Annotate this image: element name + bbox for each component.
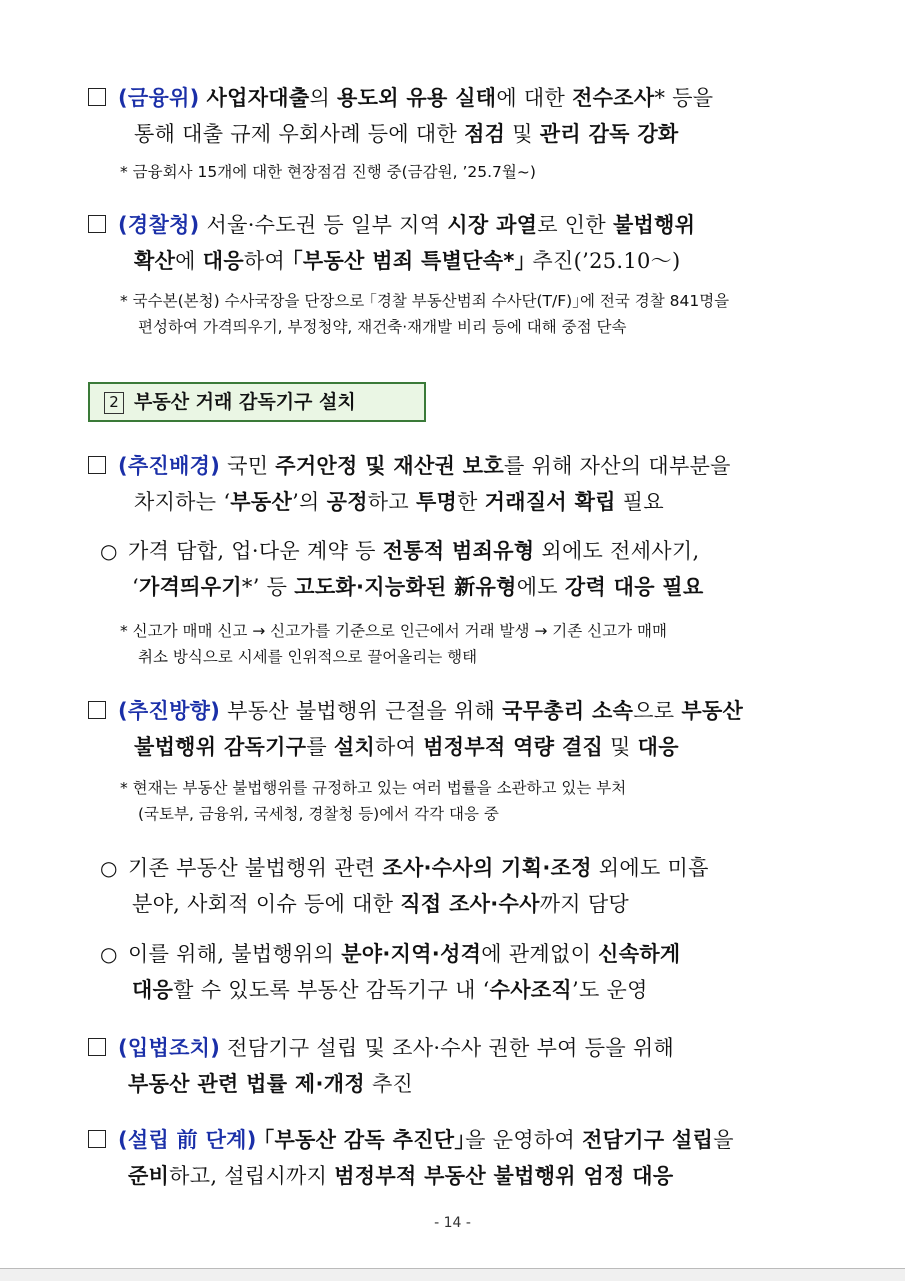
text-run-group [132, 892, 629, 916]
bold-text-run: 거래질서 확립 [484, 490, 616, 514]
text-run [200, 86, 207, 110]
text-run-group [200, 86, 714, 110]
circle-bullet-icon: ○ [100, 942, 118, 966]
text-run: 까지 담당 [539, 892, 630, 916]
text-run-group [200, 213, 696, 237]
text-run: 하여 [243, 249, 293, 273]
text-run: ’도 운영 [571, 978, 648, 1002]
paragraph-tag: (추진배경) [118, 454, 221, 478]
bold-text-run: 전통적 범죄유형 [382, 539, 535, 563]
checkbox-square-icon [88, 1038, 106, 1056]
bold-text-run: 불법행위 [612, 213, 696, 237]
bold-text-run: ｢부동산 범죄 특별단속*｣ [292, 249, 526, 273]
footnote-price-inflation [120, 618, 830, 670]
text-run-group [134, 122, 679, 146]
bold-text-run: 대응 [637, 735, 679, 759]
section-header [88, 382, 426, 422]
bullet-price-collusion [100, 533, 840, 605]
paragraph-fsc [88, 80, 828, 152]
paragraph-line [88, 729, 828, 765]
section-number: 2 [104, 392, 124, 414]
text-run-group [257, 1128, 734, 1152]
text-run: 가격 담합, 업·다운 계약 등 [128, 539, 383, 563]
bold-text-run: 용도외 유용 실태 [337, 86, 497, 110]
text-run-group [128, 1072, 413, 1096]
text-run: 필요 [615, 490, 664, 514]
bold-text-run: 부동산 관련 법률 제·개정 [128, 1072, 365, 1096]
paragraph-pre-establishment [88, 1122, 828, 1194]
paragraph-background [88, 448, 828, 520]
paragraph-tag: (입법조치) [118, 1036, 221, 1060]
circle-bullet-icon: ○ [100, 856, 118, 880]
bold-text-run: 신속하게 [598, 942, 681, 966]
text-run: 에 [175, 249, 203, 273]
bold-text-run: 관리 감독 강화 [539, 122, 679, 146]
section-title: 부동산 거래 감독기구 설치 [134, 391, 356, 413]
paragraph-legislation [88, 1030, 828, 1102]
bold-text-run: 가격띄우기 [138, 575, 242, 599]
bold-text-run: 확산 [134, 249, 176, 273]
bottom-divider [0, 1268, 905, 1281]
footnote-current-status [120, 775, 830, 827]
bold-text-run: 대응 [202, 249, 244, 273]
paragraph-line [88, 484, 828, 520]
bold-text-run: 분야·지역·성격 [341, 942, 482, 966]
paragraph-line [88, 448, 828, 484]
circle-bullet-icon: ○ [100, 539, 118, 563]
text-run-group [128, 856, 709, 880]
text-run-group [128, 539, 699, 563]
text-run: 추진(’25.10～) [525, 249, 681, 273]
text-run: 서울·수도권 등 일부 지역 [199, 213, 448, 237]
text-run: 에 대한 [496, 86, 573, 110]
footnote-line: * 금융회사 15개에 대한 현장점검 진행 중(금감원, ’25.7월~) [120, 163, 536, 181]
paragraph-tag: (경찰청) [118, 213, 200, 237]
bold-text-run: 준비 [128, 1164, 170, 1188]
footnote-line: 편성하여 가격띄우기, 부정청약, 재건축·재개발 비리 등에 대해 중점 단속 [138, 318, 627, 336]
paragraph-line [100, 936, 840, 972]
checkbox-square-icon [88, 1130, 106, 1148]
bold-text-run: 전수조사 [572, 86, 655, 110]
bold-text-run: 부동산 [230, 490, 293, 514]
text-run-group [134, 735, 679, 759]
footnote-line: * 현재는 부동산 불법행위를 규정하고 있는 여러 법률을 소관하고 있는 부처 [120, 779, 627, 797]
text-run-group [128, 942, 681, 966]
bold-text-run: 강력 대응 필요 [564, 575, 704, 599]
paragraph-line [88, 1066, 828, 1102]
checkbox-square-icon [88, 215, 106, 233]
bullet-investigation-unit [100, 936, 840, 1008]
bold-text-run: 사업자대출 [206, 86, 310, 110]
paragraph-tag: (금융위) [118, 86, 200, 110]
bold-text-run: 범정부적 부동산 불법행위 엄정 대응 [334, 1164, 674, 1188]
text-run: 부동산 불법행위 근절을 위해 [220, 699, 503, 723]
text-run: 한 [457, 490, 485, 514]
footnote-line: (국토부, 금융위, 국세청, 경찰청 등)에서 각각 대응 중 [138, 805, 499, 823]
paragraph-line [88, 1122, 828, 1158]
bold-text-run: 수사조직 [489, 978, 572, 1002]
paragraph-line [88, 207, 828, 243]
paragraph-line [100, 533, 840, 569]
text-run-group [220, 454, 731, 478]
footnote-police [120, 288, 830, 340]
paragraph-tag: (설립 前 단계) [118, 1128, 257, 1152]
checkbox-square-icon [88, 88, 106, 106]
bold-text-run: 설치 [333, 735, 376, 759]
text-run: 에도 [516, 575, 565, 599]
text-run-group [134, 490, 664, 514]
paragraph-police [88, 207, 828, 279]
footnote-line: 취소 방식으로 시세를 인위적으로 끌어올리는 행태 [138, 648, 478, 666]
text-run: 로 인한 [537, 213, 613, 237]
text-run-group [220, 699, 743, 723]
bullet-existing-role [100, 850, 840, 922]
paragraph-line [100, 850, 840, 886]
bold-text-run: 대응 [132, 978, 174, 1002]
text-run-group [220, 1036, 674, 1060]
text-run: ‘ [132, 575, 139, 599]
paragraph-line [100, 972, 840, 1008]
bold-text-run: 불법행위 감독기구 [134, 735, 307, 759]
text-run-group [134, 249, 680, 273]
page-number: - 14 - [434, 1215, 471, 1231]
checkbox-square-icon [88, 456, 106, 474]
text-run: 를 위해 자산의 대부분을 [503, 454, 731, 478]
text-run: 하고 [367, 490, 416, 514]
paragraph-line [88, 1030, 828, 1066]
bold-text-run: 점검 [464, 122, 506, 146]
text-run: 을 운영하여 [465, 1128, 583, 1152]
bold-text-run: 공정 [326, 490, 368, 514]
paragraph-direction [88, 693, 828, 765]
bold-text-run: 투명 [415, 490, 458, 514]
text-run: 기존 부동산 불법행위 관련 [128, 856, 383, 880]
text-run: 및 [603, 735, 638, 759]
bold-text-run: 범정부적 역량 결집 [423, 735, 604, 759]
paragraph-line [88, 243, 828, 279]
paragraph-line [100, 569, 840, 605]
text-run: 이를 위해, 불법행위의 [128, 942, 342, 966]
bold-text-run: 시장 과열 [447, 213, 538, 237]
text-run: 의 [309, 86, 338, 110]
text-run: 하고, 설립시까지 [169, 1164, 335, 1188]
text-run: 외에도 전세사기, [534, 539, 700, 563]
text-run-group [132, 575, 704, 599]
text-run: 으로 [633, 699, 682, 723]
text-run: 전담기구 설립 및 조사·수사 권한 부여 등을 위해 [220, 1036, 675, 1060]
footnote-line: * 신고가 매매 신고 → 신고가를 기준으로 인근에서 거래 발생 → 기존 신고가 매매 [120, 622, 667, 640]
text-run [257, 1128, 264, 1152]
text-run: 를 [306, 735, 334, 759]
footnote-fsc [120, 159, 830, 185]
text-run: *’ 등 [241, 575, 295, 599]
text-run-group [128, 1164, 673, 1188]
paragraph-line [88, 693, 828, 729]
text-run: 하여 [375, 735, 424, 759]
text-run: 국민 [220, 454, 276, 478]
text-run: * 등을 [654, 86, 714, 110]
paragraph-line [88, 80, 828, 116]
bold-text-run: 조사·수사의 기획·조정 [382, 856, 592, 880]
text-run: ’의 [292, 490, 327, 514]
footnote-line: * 국수본(본청) 수사국장을 단장으로 ｢경찰 부동산범죄 수사단(T/F)｣에 전국 경찰 841명을 [120, 292, 730, 310]
checkbox-square-icon [88, 701, 106, 719]
bold-text-run: 국무총리 소속 [502, 699, 634, 723]
bold-text-run: 고도화·지능화된 新유형 [294, 575, 517, 599]
paragraph-tag: (추진방향) [118, 699, 221, 723]
text-run: 차지하는 ‘ [134, 490, 231, 514]
paragraph-line [100, 886, 840, 922]
bold-text-run: 주거안정 및 재산권 보호 [275, 454, 504, 478]
bold-text-run: 부동산 [681, 699, 744, 723]
text-run-group [132, 978, 648, 1002]
text-run: 할 수 있도록 부동산 감독기구 내 ‘ [173, 978, 490, 1002]
bold-text-run: 전담기구 설립 [582, 1128, 714, 1152]
bold-text-run: ｢부동산 감독 추진단｣ [263, 1128, 466, 1152]
text-run: 에 관계없이 [481, 942, 599, 966]
text-run: 을 [713, 1128, 734, 1152]
text-run: 추진 [364, 1072, 414, 1096]
paragraph-line [88, 1158, 828, 1194]
bold-text-run: 직접 조사·수사 [400, 892, 540, 916]
text-run: 통해 대출 규제 우회사례 등에 대한 [134, 122, 465, 146]
paragraph-line [88, 116, 828, 152]
text-run: 및 [505, 122, 540, 146]
text-run: 외에도 미흡 [591, 856, 709, 880]
text-run: 분야, 사회적 이슈 등에 대한 [132, 892, 401, 916]
